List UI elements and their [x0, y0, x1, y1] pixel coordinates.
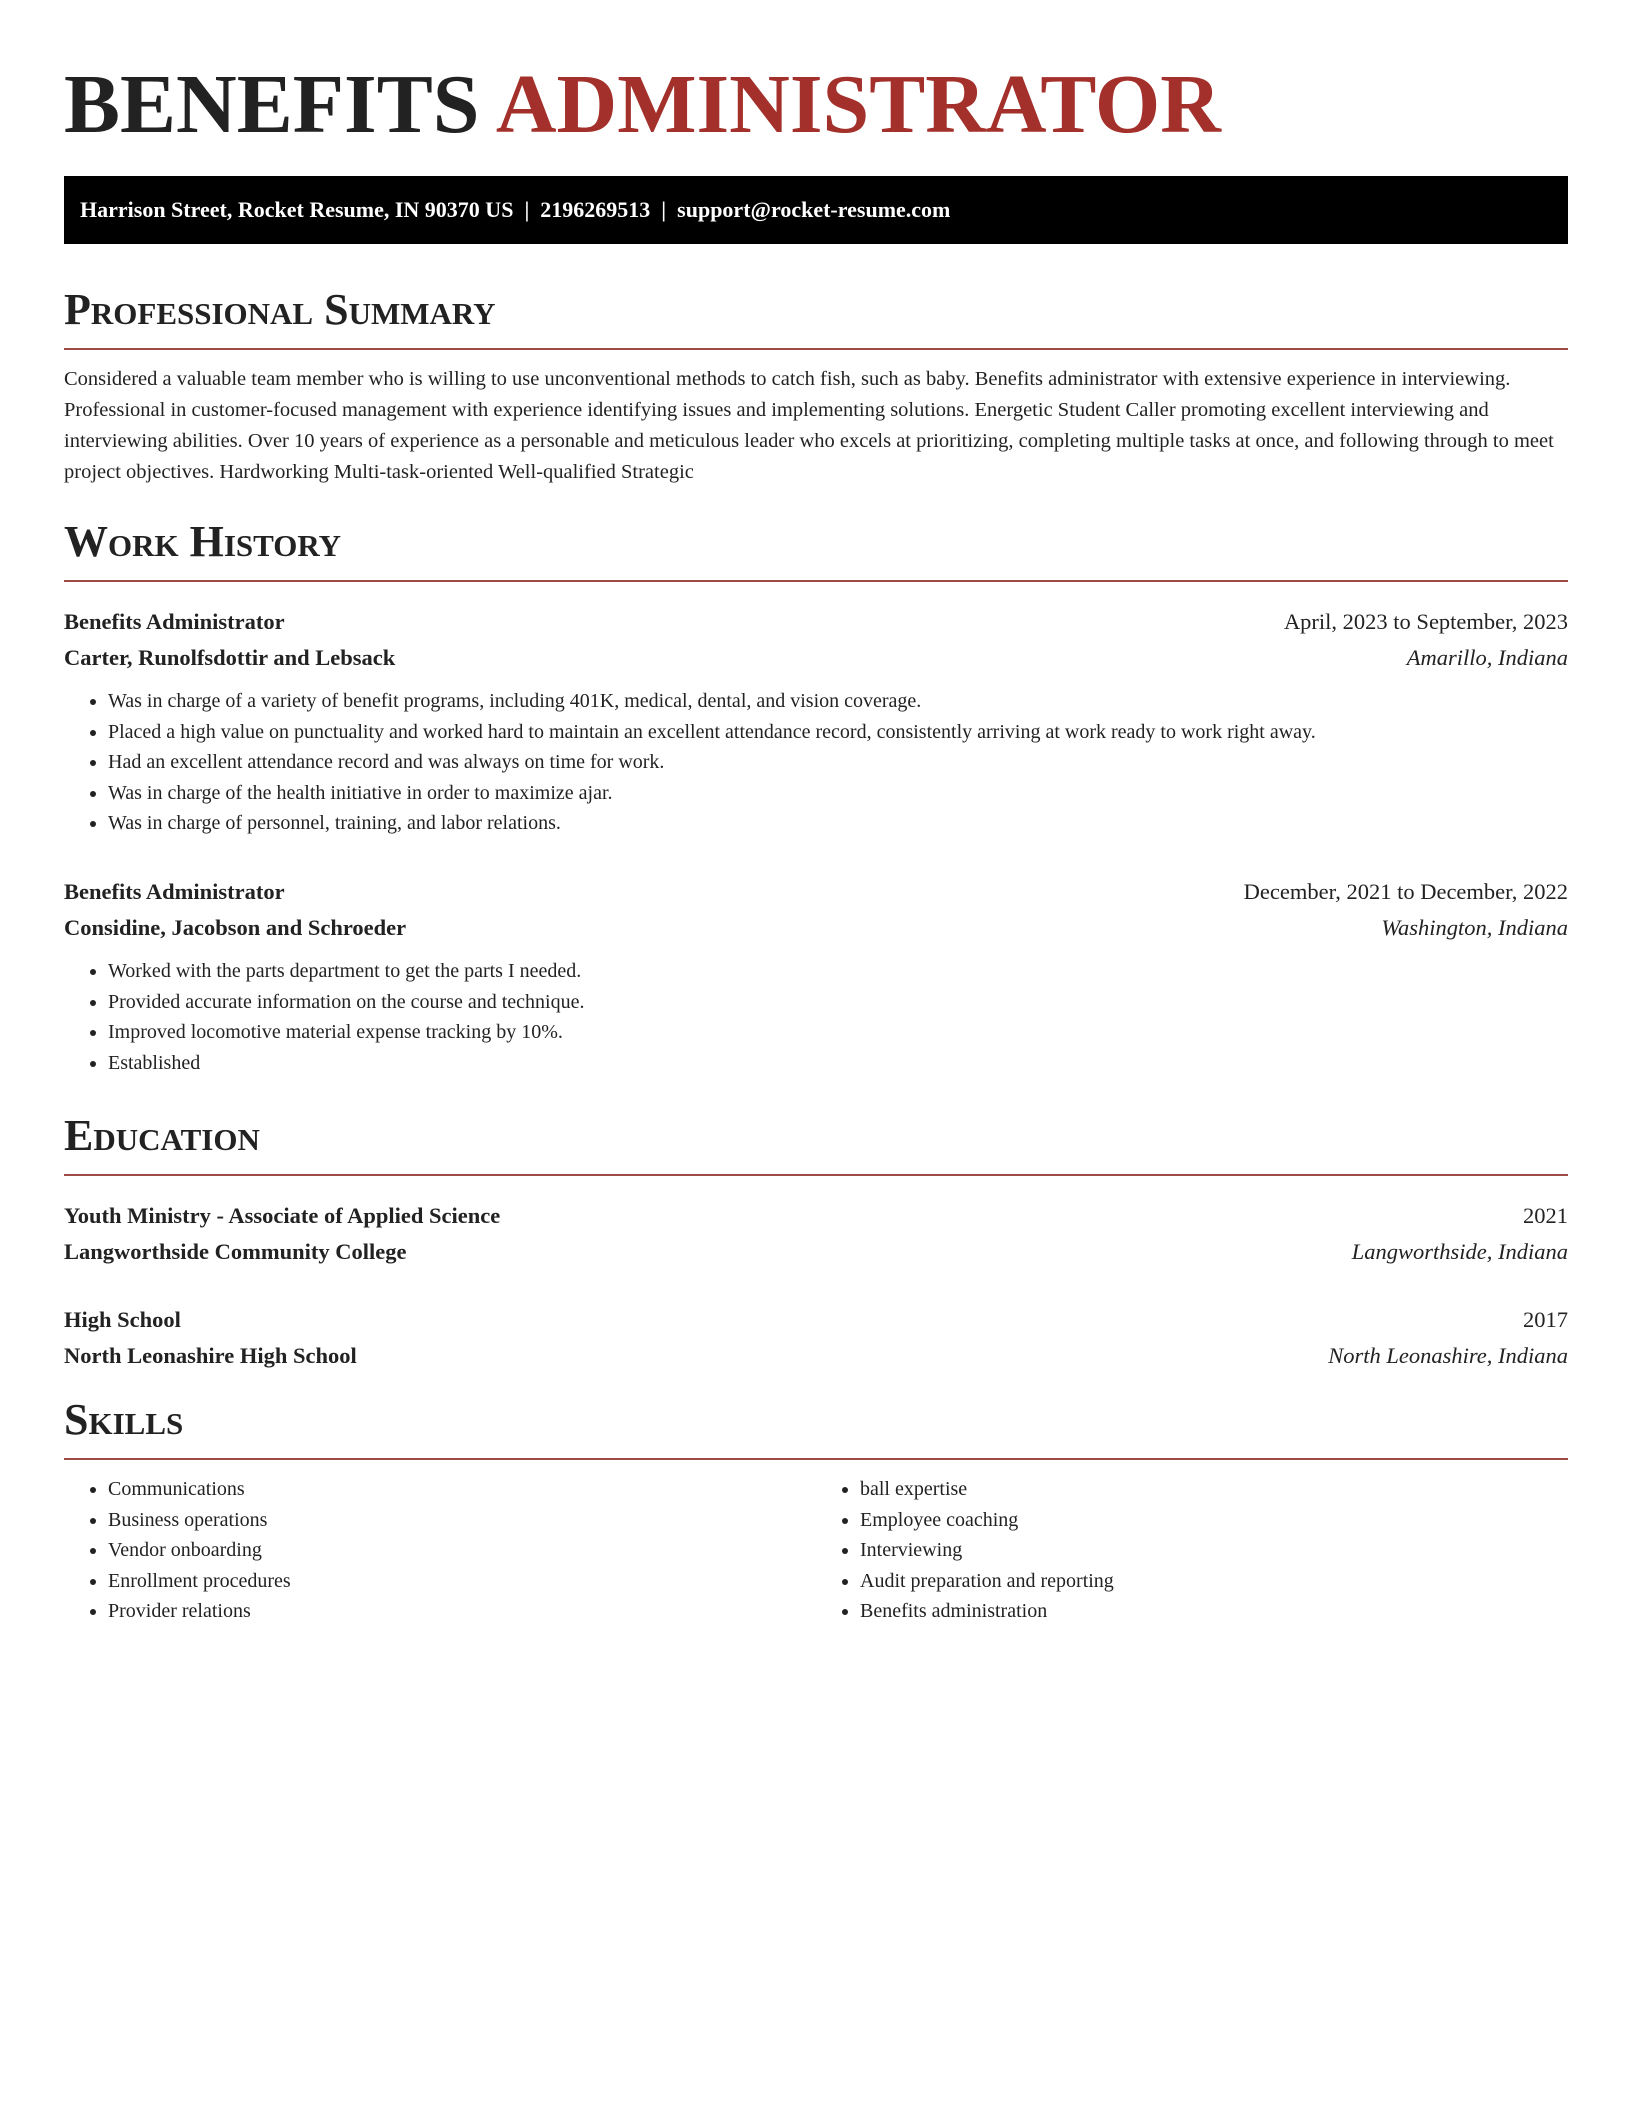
- contact-phone: 2196269513: [540, 197, 651, 222]
- work-history-section: [64, 516, 1568, 582]
- skills-section: [64, 1394, 1568, 1627]
- skill-item: • Enrollment procedures: [108, 1566, 816, 1597]
- skill-item: • Vendor onboarding: [108, 1535, 816, 1566]
- job-company: Carter, Runolfsdottir and Lebsack: [64, 645, 396, 670]
- contact-separator: |: [661, 197, 667, 222]
- section-heading: Education: [64, 1111, 260, 1160]
- skill-item: • Business operations: [108, 1505, 816, 1536]
- list-item: • Placed a high value on punctuality and worked hard to maintain an excellent attendance record, consistently arriving at work ready to work right away.: [108, 717, 1568, 748]
- list-item: • Was in charge of personnel, training, and labor relations.: [108, 808, 1568, 839]
- job-entry: [64, 604, 1568, 839]
- list-item: • Provided accurate information on the course and technique.: [108, 987, 1568, 1018]
- skill-item: • Audit preparation and reporting: [860, 1566, 1568, 1597]
- job-company-row: [64, 910, 1568, 946]
- job-bullet-list: [64, 956, 1568, 1078]
- education-location: North Leonashire, Indiana: [1328, 1343, 1568, 1368]
- contact-address: Harrison Street, Rocket Resume, IN 90370 US: [80, 197, 514, 222]
- section-heading: Skills: [64, 1395, 184, 1444]
- job-company: Considine, Jacobson and Schroeder: [64, 915, 407, 940]
- education-header-row: [64, 1198, 1568, 1234]
- education-entry: [64, 1302, 1568, 1374]
- section-divider: [64, 580, 1568, 582]
- skill-item: • Provider relations: [108, 1596, 816, 1627]
- section-heading: Work History: [64, 517, 342, 566]
- section-divider: [64, 1458, 1568, 1460]
- list-item: • Was in charge of the health initiative in order to maximize ajar.: [108, 778, 1568, 809]
- job-header-row: [64, 874, 1568, 910]
- job-dates: December, 2021 to December, 2022: [1243, 879, 1568, 904]
- contact-separator: |: [524, 197, 530, 222]
- list-item: • Established: [108, 1048, 1568, 1079]
- job-role: Benefits Administrator: [64, 879, 285, 904]
- skill-item: • Interviewing: [860, 1535, 1568, 1566]
- education-year: 2021: [1523, 1203, 1568, 1228]
- education-school-row: [64, 1338, 1568, 1374]
- skill-item: • Benefits administration: [860, 1596, 1568, 1627]
- education-year: 2017: [1523, 1307, 1568, 1332]
- page-title: [64, 50, 1568, 150]
- job-entry: [64, 874, 1568, 1078]
- education-school: North Leonashire High School: [64, 1343, 357, 1368]
- summary-text: Considered a valuable team member who is willing to use unconventional methods to catch fish, such as baby. Benefits administrator with extensive experience in interviewing. Professional in customer-focused management with experience identifying issues and implementing solutions. Energetic Student Caller promoting excellent interviewing and interviewing abilities. Over 10 years of experience as a personable and meticulous leader who excels at prioritizing, completing multiple tasks at once, and following through to meet project objectives. Hardworking Multi-task-oriented Well-qualified Strategic: [64, 368, 1554, 483]
- job-bullet-list: [64, 686, 1568, 839]
- education-header-row: [64, 1302, 1568, 1338]
- contact-email: support@rocket-resume.com: [677, 197, 951, 222]
- job-role: Benefits Administrator: [64, 609, 285, 634]
- list-item: • Had an excellent attendance record and was always on time for work.: [108, 747, 1568, 778]
- section-divider: [64, 348, 1568, 350]
- job-location: Washington, Indiana: [1381, 915, 1568, 940]
- skill-item: • ball expertise: [860, 1474, 1568, 1505]
- education-degree: High School: [64, 1307, 181, 1332]
- job-location: Amarillo, Indiana: [1406, 645, 1568, 670]
- title-second-word: ADMINISTRATOR: [495, 58, 1221, 151]
- education-degree: Youth Ministry - Associate of Applied Science: [64, 1203, 501, 1228]
- title-first-word: BENEFITS: [64, 58, 480, 151]
- summary-section: [64, 284, 1568, 488]
- job-dates: April, 2023 to September, 2023: [1283, 609, 1568, 634]
- skill-item: • Employee coaching: [860, 1505, 1568, 1536]
- skills-columns: [64, 1474, 1568, 1627]
- contact-bar: [64, 176, 1568, 244]
- skills-list-left: [64, 1474, 816, 1627]
- list-item: • Improved locomotive material expense tracking by 10%.: [108, 1017, 1568, 1048]
- job-header-row: [64, 604, 1568, 640]
- job-company-row: [64, 640, 1568, 676]
- section-divider: [64, 1174, 1568, 1176]
- education-school: Langworthside Community College: [64, 1239, 407, 1264]
- education-entry: [64, 1198, 1568, 1270]
- skills-list-right: [816, 1474, 1568, 1627]
- section-heading: Professional Summary: [64, 285, 496, 334]
- list-item: • Worked with the parts department to get the parts I needed.: [108, 956, 1568, 987]
- education-school-row: [64, 1234, 1568, 1270]
- list-item: • Was in charge of a variety of benefit programs, including 401K, medical, dental, and vision coverage.: [108, 686, 1568, 717]
- education-location: Langworthside, Indiana: [1351, 1239, 1568, 1264]
- skill-item: • Communications: [108, 1474, 816, 1505]
- education-section: [64, 1110, 1568, 1176]
